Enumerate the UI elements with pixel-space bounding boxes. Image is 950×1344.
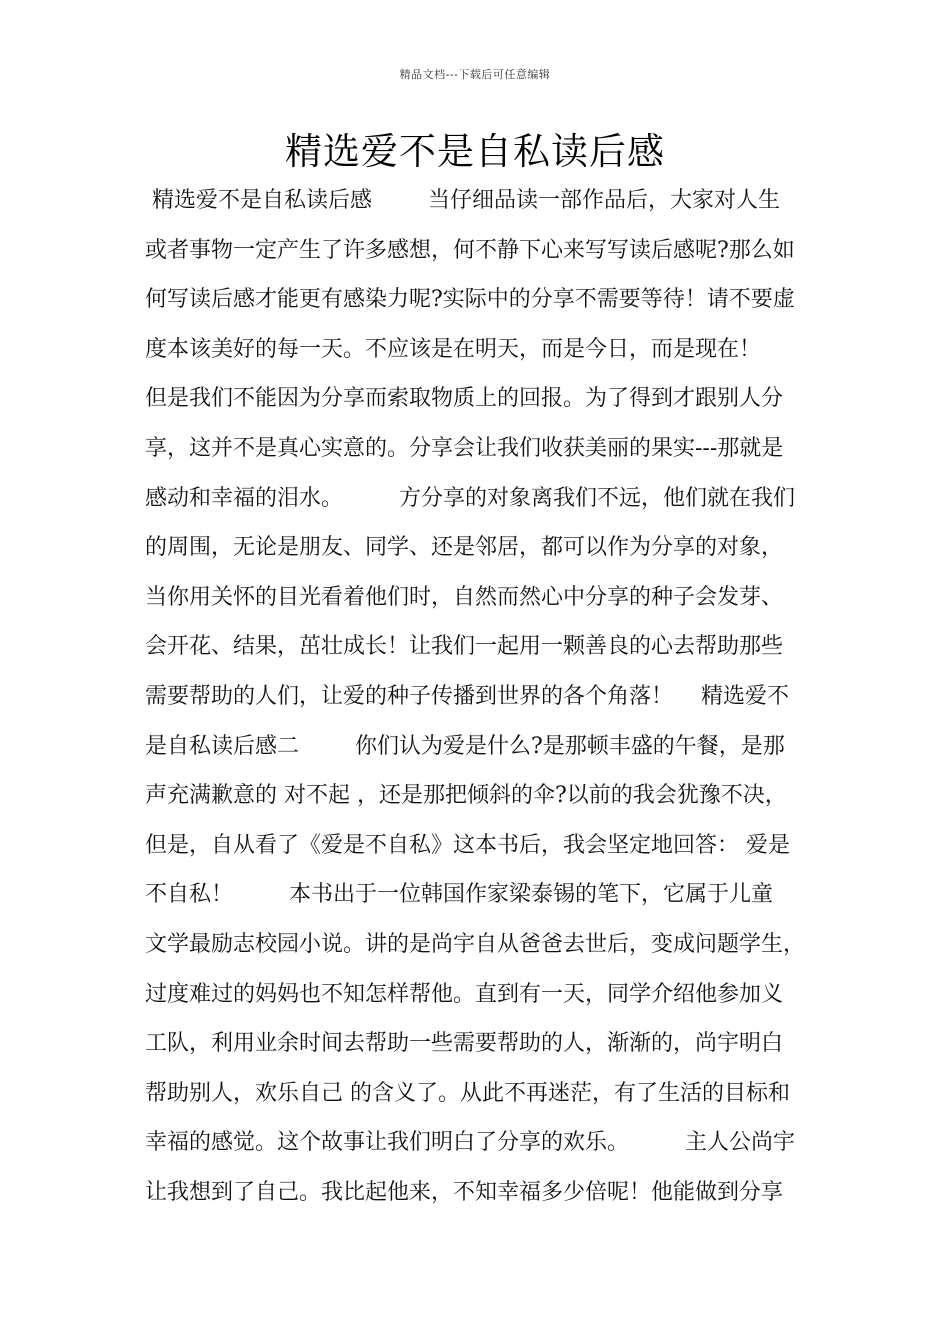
text-line: 声充满歉意的 对不起 ，还是那把倾斜的伞?以前的我会犹豫不决， [145,783,787,809]
text-line: 的周围，无论是朋友、同学、还是邻居，都可以作为分享的对象， [145,535,784,561]
text-line: 过度难过的妈妈也不知怎样帮他。直到有一天，同学介绍他参加义 [145,981,784,1007]
text-line: 但是，自从看了《爱是不自私》这本书后，我会坚定地回答： 爱是 [145,832,790,858]
text-line: 当你用关怀的目光看着他们时，自然而然心中分享的种子会发芽、 [145,584,784,610]
text-line: 何写读后感才能更有感染力呢?实际中的分享不需要等待！请不要虚 [145,287,795,313]
text-line: 工队，利用业余时间去帮助一些需要帮助的人，渐渐的，尚宇明白 [145,1031,784,1057]
header-note: 精品文档---下载后可任意编辑 [399,68,551,81]
text-line: 需要帮助的人们，让爱的种子传播到世界的各个角落！ 精选爱不 [145,683,789,709]
text-line: 精选爱不是自私读后感 当仔细品读一部作品后，大家对人生 [145,188,780,213]
text-line: 或者事物一定产生了许多感想，何不静下心来写写读后感呢?那么如 [145,237,795,263]
document-title: 精选爱不是自私读后感 [285,130,665,173]
text-line: 让我想到了自己。我比起他来，不知幸福多少倍呢！他能做到分享 [145,1179,784,1205]
text-line: 感动和幸福的泪水。 方分享的对象离我们不远，他们就在我们 [145,485,795,511]
text-line: 幸福的感觉。这个故事让我们明白了分享的欢乐。 主人公尚宇 [145,1130,795,1156]
text-line: 会开花、结果，茁壮成长！让我们一起用一颗善良的心去帮助那些 [145,634,784,660]
text-line: 但是我们不能因为分享而索取物质上的回报。为了得到才跟别人分 [145,386,784,412]
text-line: 享，这并不是真心实意的。分享会让我们收获美丽的果实---那就是 [145,435,784,461]
text-line: 是自私读后感二 你们认为爱是什么?是那顿丰盛的午餐，是那 [145,733,785,759]
text-line: 度本该美好的每一天。不应该是在明天，而是今日，而是现在！ [145,336,762,362]
text-line: 帮助别人，欢乐自己 的含义了。从此不再迷茫，有了生活的目标和 [145,1080,790,1106]
body-text [145,176,825,1217]
text-line: 文学最励志校园小说。讲的是尚宇自从爸爸去世后，变成问题学生， [145,931,806,957]
text-line: 不自私！ 本书出于一位韩国作家梁泰锡的笔下，它属于儿童 [145,882,773,908]
